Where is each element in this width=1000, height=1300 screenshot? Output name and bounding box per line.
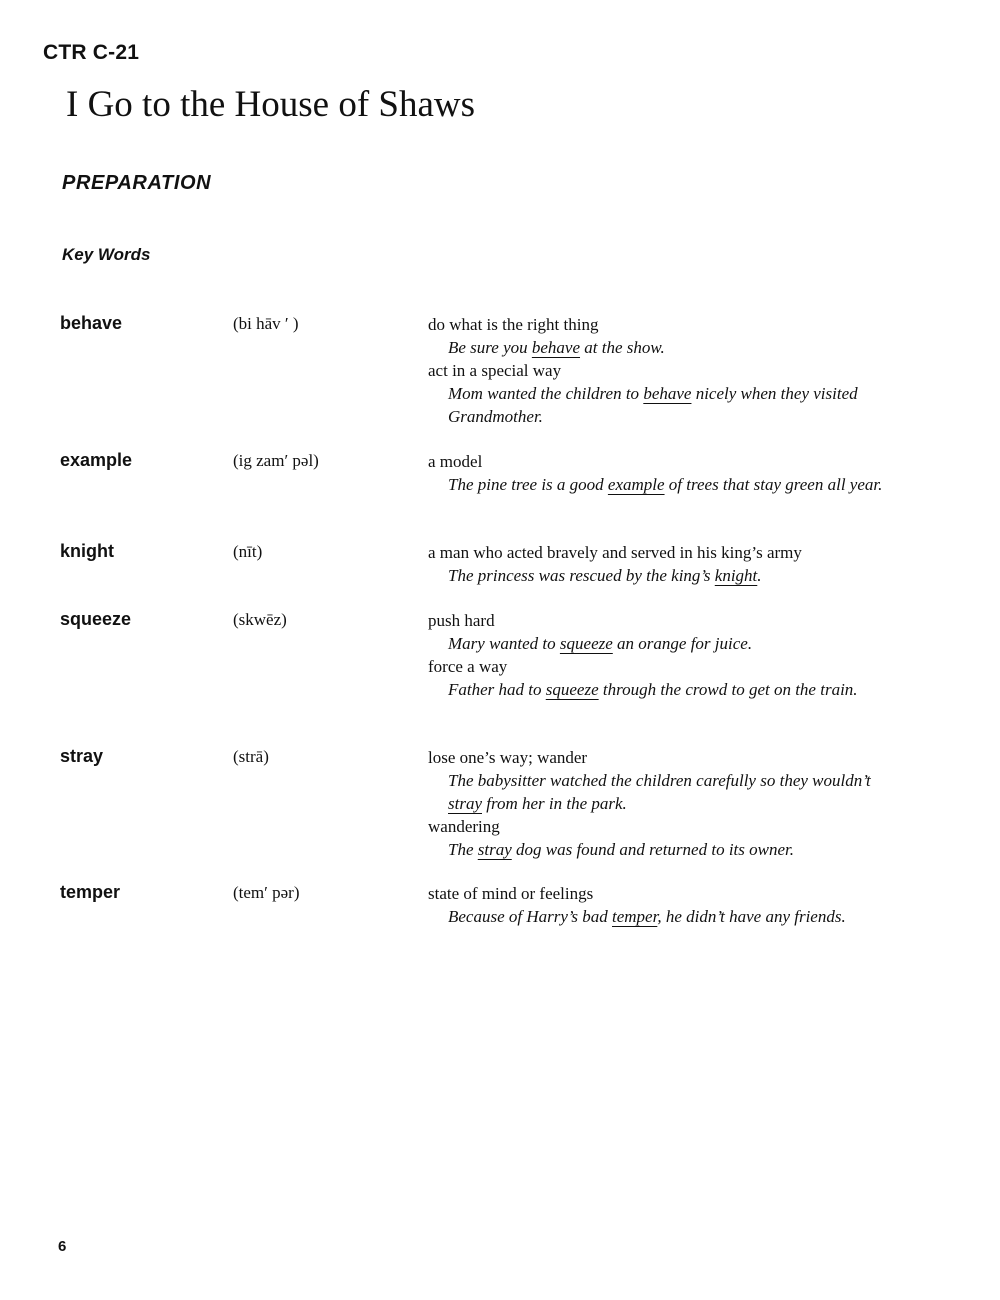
example-sentence: The stray dog was found and returned to its owner.: [448, 840, 794, 859]
pronunciation: (skwēz): [233, 610, 287, 629]
subsection-heading: Key Words: [62, 245, 151, 264]
key-word-underlined: knight: [714, 566, 758, 585]
key-word-underlined: stray: [448, 794, 482, 813]
pronunciation: (strā): [233, 747, 269, 766]
key-word: knight: [60, 541, 114, 561]
example-sentence: Mom wanted the children to behave nicely when they visited Grandmother.: [448, 384, 858, 426]
example-sentence: Be sure you behave at the show.: [448, 338, 665, 357]
key-word: stray: [60, 746, 104, 766]
definition: lose one’s way; wander: [428, 748, 588, 767]
page-number: 6: [58, 1238, 67, 1255]
pronunciation: (tem′ pər): [233, 883, 300, 902]
definitions: [428, 313, 908, 428]
example-sentence: The princess was rescued by the king’s knight.: [448, 566, 762, 585]
document-code: CTR C-21: [43, 41, 140, 64]
key-word-underlined: squeeze: [545, 680, 599, 699]
pronunciation: (bi hāv ′ ): [233, 314, 299, 333]
definition: a model: [428, 452, 483, 471]
definitions: [428, 450, 908, 496]
key-word: squeeze: [60, 609, 132, 629]
pronunciation: (nīt): [233, 542, 263, 561]
key-word-underlined: temper: [612, 907, 658, 926]
definition: force a way: [428, 657, 508, 676]
key-word-underlined: squeeze: [559, 634, 613, 653]
example-sentence: The babysitter watched the children carefully so they wouldn’t stray from her in the park.: [448, 771, 871, 813]
definition: do what is the right thing: [428, 315, 599, 334]
definition: push hard: [428, 611, 495, 630]
example-sentence: Mary wanted to squeeze an orange for juice.: [448, 634, 753, 653]
definitions: [428, 609, 908, 701]
key-word-underlined: example: [607, 475, 665, 494]
page-title: I Go to the House of Shaws: [66, 84, 476, 125]
definition: state of mind or feelings: [428, 884, 594, 903]
key-word: example: [60, 450, 133, 470]
definitions: [428, 746, 908, 861]
definitions: [428, 882, 908, 928]
pronunciation: (ig zam′ pəl): [233, 451, 319, 470]
key-word: behave: [60, 313, 123, 333]
key-word-underlined: behave: [643, 384, 692, 403]
key-word: temper: [60, 882, 121, 902]
definitions: [428, 541, 908, 587]
definition: a man who acted bravely and served in his king’s army: [428, 543, 802, 562]
definition: act in a special way: [428, 361, 562, 380]
key-word-underlined: behave: [531, 338, 581, 357]
example-sentence: Because of Harry’s bad temper, he didn’t have any friends.: [448, 907, 846, 926]
key-word-underlined: stray: [477, 840, 512, 859]
section-heading: PREPARATION: [62, 172, 212, 194]
definition: wandering: [428, 817, 500, 836]
example-sentence: Father had to squeeze through the crowd to get on the train.: [448, 680, 858, 699]
example-sentence: The pine tree is a good example of trees that stay green all year.: [448, 475, 883, 494]
